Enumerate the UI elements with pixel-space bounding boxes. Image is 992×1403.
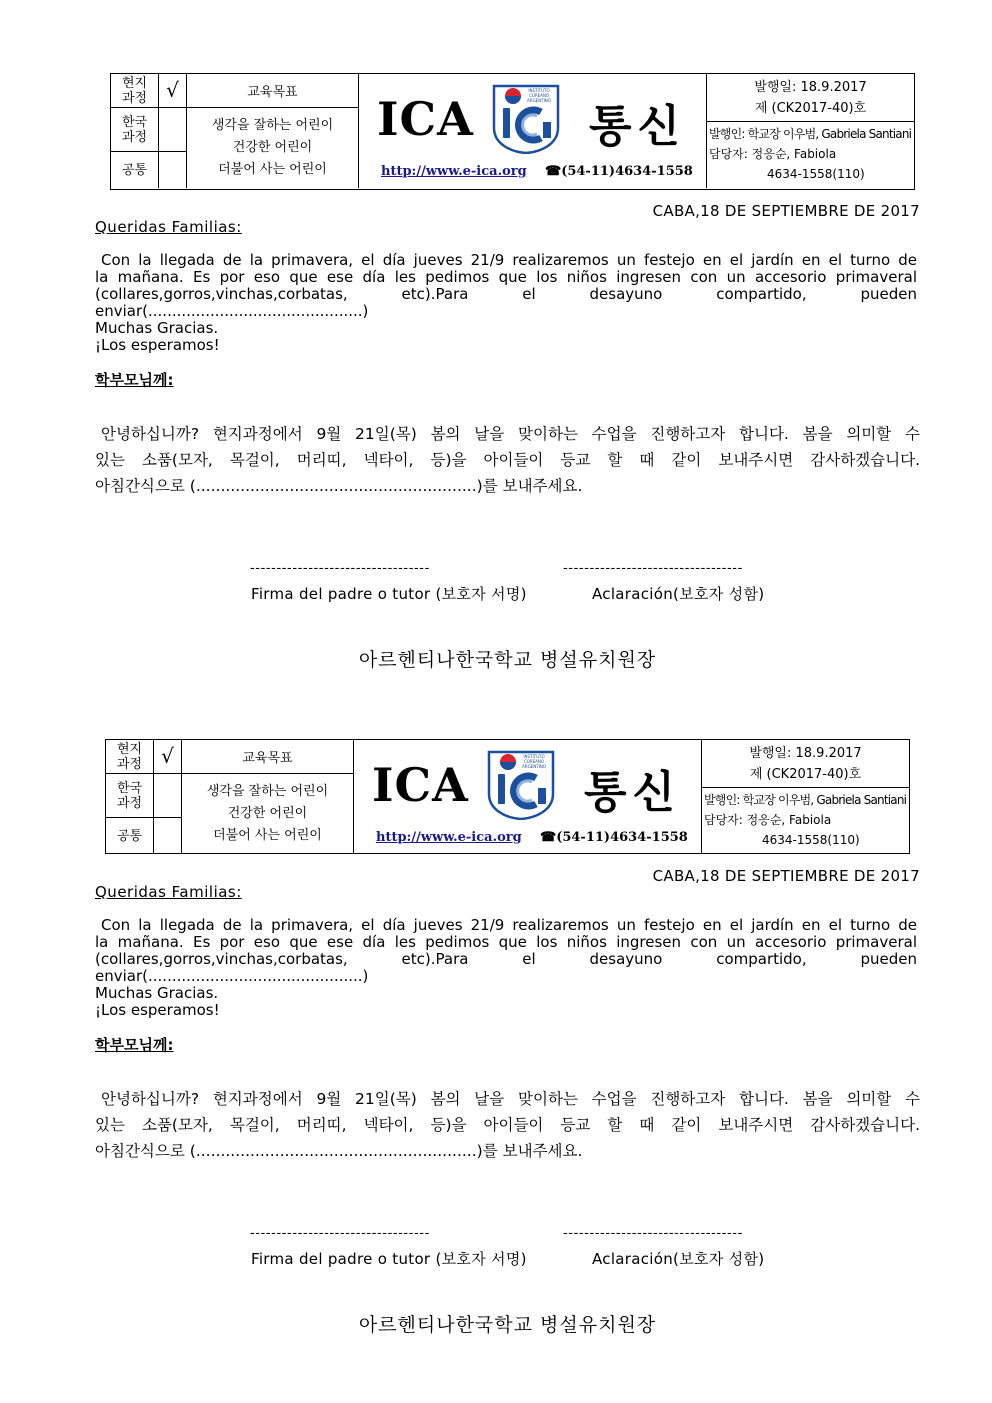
goal-item: 건강한 어린이 — [232, 140, 313, 155]
publisher: 발행인: 학교장 이우범, Gabriela Santiani — [709, 127, 912, 141]
body-es-line: Con la llegada de la primavera, el día jueves 21/9 realizaremos un festejo en el jardín en el turno de — [101, 251, 917, 269]
issue-date: 발행일: 18.9.2017 — [754, 80, 867, 95]
school-name: 아르헨티나한국학교 병설유치원장 — [358, 649, 657, 671]
track-common-checkbox[interactable] — [159, 152, 187, 188]
salutation-ko: 학부모님께: — [95, 371, 174, 389]
body-es-line: (collares,gorros,vinchas,corbatas, etc).Para el desayuno compartido, pueden enviar(.............................................) — [95, 950, 917, 985]
brand-block — [359, 74, 707, 188]
notice-copy-1 — [0, 0, 992, 700]
newsletter-header — [110, 73, 915, 190]
website-link[interactable]: http://www.e-ica.org — [376, 830, 522, 845]
newsletter-title: 통신 — [589, 101, 687, 152]
signature-label-parent: Firma del padre o tutor (보호자 서명) — [251, 1250, 527, 1268]
goal-item: 생각을 잘하는 어린이 — [206, 784, 329, 799]
issue-info — [702, 740, 909, 854]
track-common-label: 공통 — [106, 818, 154, 854]
track-common-label: 공통 — [111, 152, 159, 188]
body-es — [95, 252, 917, 337]
letter-date: CABA,18 DE SEPTIEMBRE DE 2017 — [652, 867, 920, 885]
goal-item: 더불어 사는 어린이 — [218, 162, 327, 177]
body-es-line: Muchas Gracias. — [95, 984, 219, 1002]
manager-phone: 4634-1558(110) — [767, 167, 865, 181]
track-korean-label: 한국 과정 — [106, 774, 154, 818]
issue-number: 제 (CK2017-40)호 — [749, 767, 862, 782]
education-goal-list — [187, 108, 359, 188]
body-ko-line: 있는 소품(모자, 목걸이, 머리띠, 넥타이, 등)을 아이들이 등교 할 때 같이 보내주시면 감사하겠습니다. — [95, 1116, 920, 1134]
newsletter-title: 통신 — [584, 767, 682, 818]
signature-label-parent: Firma del padre o tutor (보호자 서명) — [251, 585, 527, 603]
logo-text-line: ARGENTINO — [527, 98, 551, 103]
body-es-line: Con la llegada de la primavera, el día jueves 21/9 realizaremos un festejo en el jardín en el turno de — [101, 916, 917, 934]
school-logo — [491, 82, 561, 154]
track-common-checkbox[interactable] — [154, 818, 182, 854]
salutation-es: Queridas Familias: — [95, 218, 242, 236]
body-es-line: Muchas Gracias. — [95, 319, 219, 337]
issue-info — [707, 74, 914, 188]
notice-copy-2 — [0, 665, 992, 1365]
signature-label-clarification: Aclaración(보호자 성함) — [592, 585, 765, 603]
logo-text-line: ARGENTINO — [522, 764, 546, 769]
body-es-line: (collares,gorros,vinchas,corbatas, etc).Para el desayuno compartido, pueden enviar(.............................................) — [95, 285, 917, 320]
phone-number: ☎(54-11)4634-1558 — [545, 164, 693, 179]
publisher: 발행인: 학교장 이우범, Gabriela Santiani — [704, 793, 907, 807]
education-goal-title: 교육목표 — [182, 740, 354, 774]
track-korean-checkbox[interactable] — [154, 774, 182, 818]
issue-date-number — [702, 740, 909, 788]
body-ko-line: 아침간식으로 (.........................................................)를 보내주세요. — [95, 1142, 583, 1160]
logo-text-line: COREANO — [523, 759, 545, 764]
logo-text-line: INSTITUTO — [523, 754, 545, 759]
signature-line-clarification[interactable]: ---------------------------------- — [563, 561, 743, 576]
track-local-checkbox[interactable]: √ — [154, 740, 182, 774]
track-local-checkbox[interactable]: √ — [159, 74, 187, 108]
body-ko-line: 있는 소품(모자, 목걸이, 머리띠, 넥타이, 등)을 아이들이 등교 할 때 같이 보내주시면 감사하겠습니다. — [95, 451, 920, 469]
logo-text-line: COREANO — [528, 93, 550, 98]
body-ko — [95, 1086, 920, 1164]
signature-line-parent[interactable]: ---------------------------------- — [250, 561, 430, 576]
education-goal-list — [182, 774, 354, 854]
body-es — [95, 917, 917, 1002]
issue-contacts — [709, 124, 914, 184]
website-link[interactable]: http://www.e-ica.org — [381, 164, 527, 179]
brand-name: ICA — [372, 758, 469, 812]
goal-item: 더불어 사는 어린이 — [213, 828, 322, 843]
issue-date-number — [707, 74, 914, 122]
body-ko-line: 안녕하십니까? 현지과정에서 9월 21일(목) 봄의 날을 맞이하는 수업을 진행하고자 합니다. 봄을 의미할 수 — [101, 1090, 920, 1108]
signature-line-clarification[interactable]: ---------------------------------- — [563, 1226, 743, 1241]
manager: 담당자: 정응순, Fabiola — [704, 813, 832, 827]
goal-item: 생각을 잘하는 어린이 — [211, 118, 334, 133]
body-ko-line: 아침간식으로 (.........................................................)를 보내주세요. — [95, 477, 583, 495]
salutation-es: Queridas Familias: — [95, 883, 242, 901]
body-es-line: la mañana. Es por eso que ese día les pedimos que los niños ingresen con un accesorio primaveral — [95, 268, 917, 286]
manager: 담당자: 정응순, Fabiola — [709, 147, 837, 161]
goal-item: 건강한 어린이 — [227, 806, 308, 821]
salutation-ko: 학부모님께: — [95, 1036, 174, 1054]
newsletter-header — [105, 739, 910, 854]
education-goal-title: 교육목표 — [187, 74, 359, 108]
body-ko-line: 안녕하십니까? 현지과정에서 9월 21일(목) 봄의 날을 맞이하는 수업을 진행하고자 합니다. 봄을 의미할 수 — [101, 425, 920, 443]
manager-phone: 4634-1558(110) — [762, 833, 860, 847]
body-es-line: la mañana. Es por eso que ese día les pedimos que los niños ingresen con un accesorio primaveral — [95, 933, 917, 951]
school-logo — [486, 748, 556, 820]
letter-date: CABA,18 DE SEPTIEMBRE DE 2017 — [652, 202, 920, 220]
track-local-label: 현지 과정 — [106, 740, 154, 774]
school-name: 아르헨티나한국학교 병설유치원장 — [358, 1314, 657, 1336]
phone-number: ☎(54-11)4634-1558 — [540, 830, 688, 845]
issue-date: 발행일: 18.9.2017 — [749, 746, 862, 761]
closing-es: ¡Los esperamos! — [95, 1001, 220, 1019]
track-local-label: 현지 과정 — [111, 74, 159, 108]
issue-contacts — [704, 790, 909, 850]
brand-name: ICA — [377, 92, 474, 146]
track-korean-checkbox[interactable] — [159, 108, 187, 152]
track-korean-label: 한국 과정 — [111, 108, 159, 152]
closing-es: ¡Los esperamos! — [95, 336, 220, 354]
issue-number: 제 (CK2017-40)호 — [754, 101, 867, 116]
brand-block — [354, 740, 702, 854]
body-ko — [95, 421, 920, 499]
signature-line-parent[interactable]: ---------------------------------- — [250, 1226, 430, 1241]
logo-text-line: INSTITUTO — [528, 88, 550, 93]
signature-label-clarification: Aclaración(보호자 성함) — [592, 1250, 765, 1268]
